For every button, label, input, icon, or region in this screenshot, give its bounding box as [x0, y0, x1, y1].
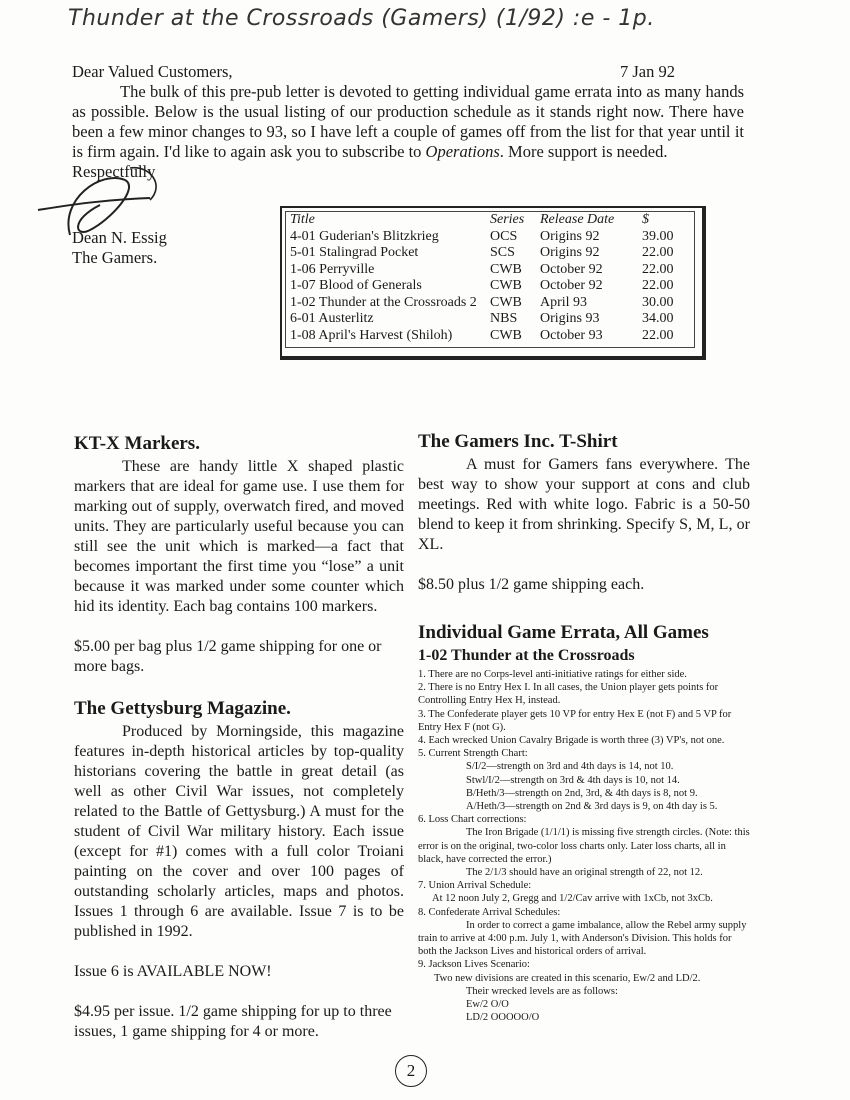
ktx-body: These are handy little X shaped plastic markers that are ideal for game use. I use them for marking out of supply, overwatch fired, and moved units. They are particularly useful because you can still see the unit which is marked—a fact that becomes important the first time you “lose” a unit because it was marked under some counter which hid its identity. Each bag contains 100 markers. [74, 458, 404, 615]
ktx-heading: KT-X Markers. [74, 433, 200, 454]
list-item: In order to correct a game imbalance, allow the Rebel army supply train to arrive at 4:00 p.m. July 1, with Anderson's Division. This holds for both the Jackson Lives and historical orders of arrival. [418, 919, 747, 958]
closing: Respectfully [72, 162, 156, 181]
list-item: The Iron Brigade (1/1/1) is missing five strength circles. (Note: this error is on the original, two-color loss charts only. Later loss charts, all in black, have corrected the error.) [418, 827, 750, 865]
table-row: 1-08 April's Harvest (Shiloh) CWB October 93 22.00 [290, 327, 674, 343]
errata-heading: Individual Game Errata, All Games [418, 622, 709, 643]
signer-name: Dean N. Essig [72, 228, 167, 247]
list-item: The 2/1/3 should have an original strength of 22, not 12. [466, 867, 703, 879]
table-row: 1-07 Blood of Generals CWB October 92 22.00 [290, 278, 674, 293]
table-row: 1-06 Perryville CWB October 92 22.00 [290, 261, 674, 277]
list-item: 2. There is no Entry Hex I. In all cases, the Union player gets points for Controlling Entry Hex H, instead. [418, 682, 719, 707]
table-row: 1-02 Thunder at the Crossroads 2 CWB April 93 30.00 [290, 294, 674, 310]
list-item: At 12 noon July 2, Gregg and 1/2/Cav arrive with 1xCb, not 3xCb. [432, 893, 713, 905]
header-title: Title [290, 212, 315, 227]
table-row: 5-01 Stalingrad Pocket SCS Origins 92 22.00 [290, 245, 674, 260]
errata-list [418, 668, 750, 1024]
letter-block [72, 62, 744, 182]
ktx-price: $5.00 per bag plus 1/2 game shipping for one or more bags. [74, 638, 382, 675]
tshirt-heading: The Gamers Inc. T-Shirt [418, 431, 618, 452]
list-item: B/Heth/3—strength on 2nd, 3rd, & 4th days is 8, not 9. [466, 787, 698, 799]
gettysburg-issue6: Issue 6 is AVAILABLE NOW! [74, 963, 272, 980]
schedule-header-row [286, 212, 678, 229]
schedule-box [280, 206, 706, 360]
list-item: 3. The Confederate player gets 10 VP for entry Hex E (not F) and 5 VP for Entry Hex F (not G). [418, 708, 732, 733]
greeting: Dear Valued Customers, [72, 62, 233, 81]
left-column [74, 434, 404, 1042]
header-price: $ [642, 212, 649, 227]
list-item: Ew/2 O/O [466, 999, 509, 1011]
list-item: 5. Current Strength Chart: [418, 748, 528, 760]
list-item: 7. Union Arrival Schedule: [418, 880, 532, 892]
errata-subheading: 1-02 Thunder at the Crossroads [418, 647, 635, 664]
schedule-table [286, 212, 678, 344]
handwritten-note: Thunder at the Crossroads (Gamers) (1/92) :e - 1p. [68, 6, 655, 31]
list-item: 4. Each wrecked Union Cavalry Brigade is worth three (3) VP's, not one. [418, 735, 725, 747]
gettysburg-price: $4.95 per issue. 1/2 game shipping for up to three issues, 1 game shipping for 4 or more. [74, 1003, 392, 1040]
list-item: Their wrecked levels are as follows: [466, 985, 618, 997]
list-item: 8. Confederate Arrival Schedules: [418, 906, 561, 918]
list-item: 9. Jackson Lives Scenario: [418, 959, 530, 971]
gettysburg-heading: The Gettysburg Magazine. [74, 698, 291, 719]
tshirt-price: $8.50 plus 1/2 game shipping each. [418, 576, 645, 593]
list-item: A/Heth/3—strength on 2nd & 3rd days is 9, on 4th day is 5. [466, 801, 718, 813]
company-name: The Gamers. [72, 248, 158, 267]
letter-date: 7 Jan 92 [620, 62, 675, 81]
list-item: Two new divisions are created in this scenario, Ew/2 and LD/2. [434, 972, 701, 984]
list-item: LD/2 OOOOO/O [466, 1012, 540, 1024]
tshirt-body: A must for Gamers fans everywhere. The best way to show your support at cons and club meetings. Red with white logo. Fabric is a 50-50 blend to keep it from shrinking. Specify S, M, L, or XL. [418, 456, 750, 553]
letter-body: The bulk of this pre-pub letter is devoted to getting individual game errata into as many hands as possible. Below is the usual listing of our production schedule as it stands right now. There have been a few minor changes to 93, so I have left a couple of games off from the list for that year until it is firm again. I'd like to again ask you to subscribe to Operations. More support is needed. [72, 82, 744, 161]
list-item: Stwl/I/2—strength on 3rd & 4th days is 10, not 14. [466, 774, 680, 786]
list-item: 1. There are no Corps-level anti-initiative ratings for either side. [418, 669, 687, 680]
page-number: 2 [395, 1055, 427, 1087]
list-item: 6. Loss Chart corrections: [418, 814, 527, 826]
gettysburg-body: Produced by Morningside, this magazine features in-depth historical articles by top-quality historians covering the battle in great detail (as well as other Civil War issues, not completely related to the Battle of Gettysburg.) A must for the student of Civil War military history. Each issue (except for #1) comes with a full color Troiani painting on the cover and over 100 pages of outstanding scholarly articles, maps and photos. Issues 1 through 6 are available. Issue 7 is to be published in 1992. [74, 723, 404, 940]
header-series: Series [490, 212, 525, 227]
list-item: S/I/2—strength on 3rd and 4th days is 14, not 10. [466, 761, 674, 773]
table-row: 6-01 Austerlitz NBS Origins 93 34.00 [290, 311, 674, 326]
header-release: Release Date [540, 212, 615, 227]
right-column [418, 432, 750, 1024]
table-row: 4-01 Guderian's Blitzkrieg OCS Origins 92 39.00 [290, 228, 674, 244]
